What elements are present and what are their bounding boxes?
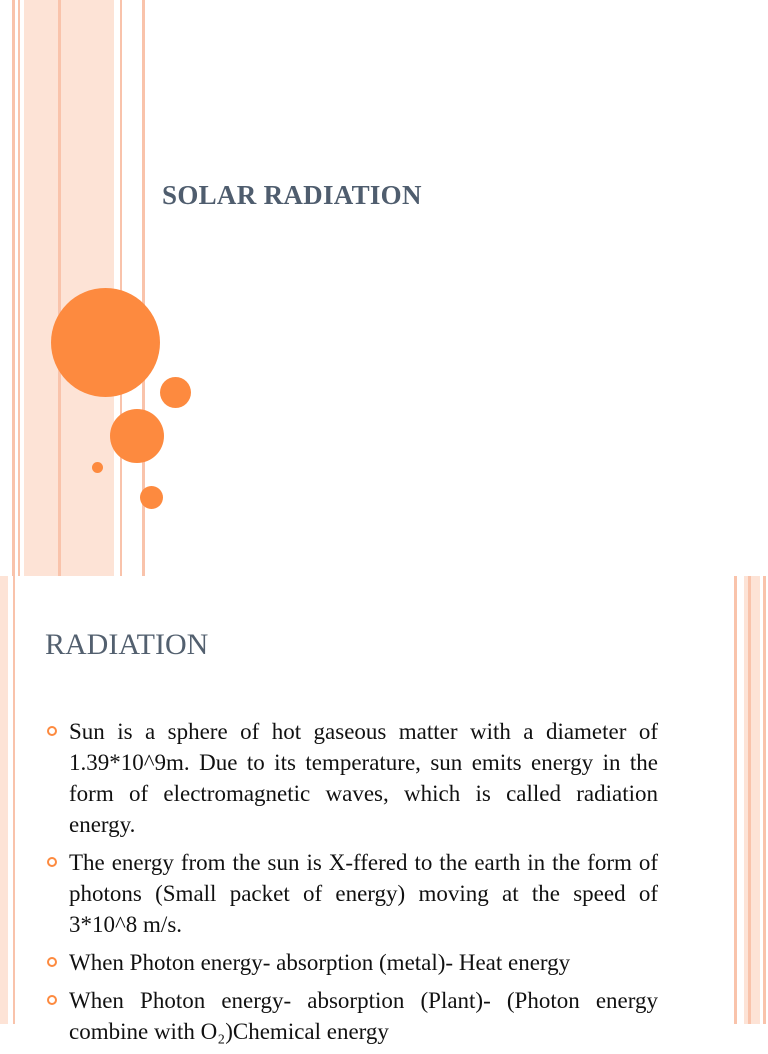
decorative-circle-medium [110, 409, 164, 463]
decorative-line [58, 0, 61, 576]
decorative-line [763, 576, 766, 1024]
bullet-item [46, 985, 658, 1047]
slide-title: SOLAR RADIATION [162, 180, 422, 210]
decorative-stripe [0, 576, 8, 1024]
bullet-text: Sun is a sphere of hot gaseous matter with a diameter of 1.39*10^9m. Due to its temperature, sun emits energy in the form of electromagnetic waves, which is called radiation energy. [69, 719, 658, 837]
bullet-circle-icon [47, 857, 57, 867]
decorative-circle-tiny [92, 462, 103, 473]
decorative-line [734, 576, 737, 1024]
decorative-circle-small [160, 377, 191, 408]
decorative-line [12, 0, 15, 576]
decorative-line [18, 0, 20, 576]
bullet-circle-icon [47, 995, 57, 1005]
bullet-item [46, 847, 658, 940]
bullet-text: When Photon energy- absorption (metal)- Heat energy [69, 950, 571, 975]
bullet-text: When Photon energy- absorption (Plant)- (Photon energy combine with O₂)Chemical energy [69, 988, 658, 1044]
content-slide [0, 576, 768, 1044]
decorative-circle-large [51, 288, 160, 397]
decorative-line [13, 576, 15, 1024]
bullet-circle-icon [47, 726, 57, 736]
decorative-line [120, 0, 122, 576]
bullet-item [46, 947, 658, 978]
decorative-circle-small [140, 486, 163, 509]
slide-heading: RADIATION [45, 628, 209, 661]
bullet-circle-icon [47, 957, 57, 967]
bullet-text: The energy from the sun is X-ffered to the earth in the form of photons (Small packet of energy) moving at the speed of 3*10^8 m/s. [69, 850, 658, 937]
bullet-list [46, 716, 658, 1054]
decorative-line [748, 576, 751, 1024]
decorative-stripe [744, 576, 760, 1024]
bullet-item [46, 716, 658, 840]
